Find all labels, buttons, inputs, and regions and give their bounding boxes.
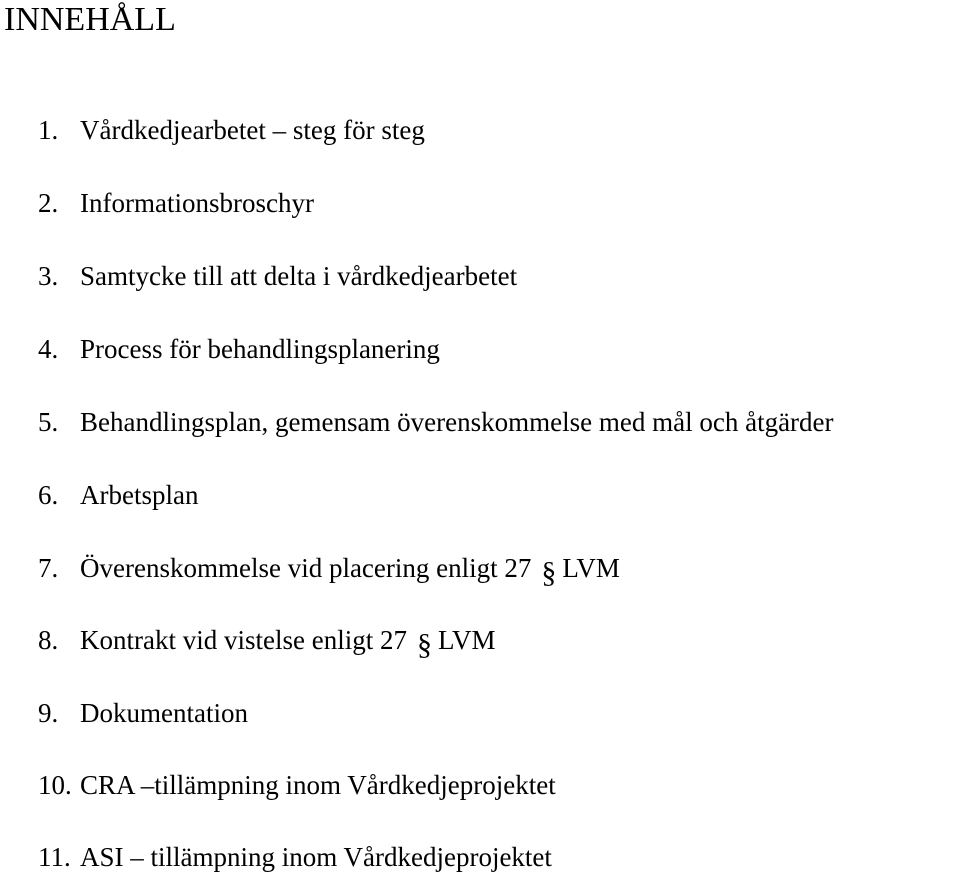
toc-item-number: 9.	[38, 698, 59, 728]
toc-item-text: Informationsbroschyr	[80, 188, 314, 218]
toc-item-text-after: LVM	[562, 553, 620, 583]
toc-item-number: 11.	[38, 842, 71, 872]
toc-item-text-before: Kontrakt vid vistelse enligt 27	[80, 625, 407, 655]
toc-item-text: CRA –tillämpning inom Vårdkedjeprojektet	[80, 770, 556, 800]
toc-item-number: 6.	[38, 480, 59, 510]
toc-item-text: Behandlingsplan, gemensam överenskommelse med mål och åtgärder	[80, 407, 834, 437]
section-symbol: §	[541, 556, 557, 589]
toc-item-text: Arbetsplan	[80, 480, 199, 510]
toc-item-text: Process för behandlingsplanering	[80, 334, 440, 364]
toc-item-number: 1.	[38, 115, 59, 145]
toc-item-text: Samtycke till att delta i vårdkedjearbetet	[80, 261, 518, 291]
page-title: INNEHÅLL	[4, 1, 176, 38]
toc-item-number: 3.	[38, 261, 59, 291]
toc-item-number: 8.	[38, 625, 59, 655]
toc-item-text: Vårdkedjearbetet – steg för steg	[80, 115, 425, 145]
toc-item-number: 7.	[38, 553, 59, 583]
toc-item-number: 10.	[38, 770, 72, 800]
toc-item-text-before: Överenskommelse vid placering enligt 27	[80, 553, 532, 583]
toc-item-text	[80, 622, 495, 663]
toc-item-text: Dokumentation	[80, 698, 248, 728]
section-symbol: §	[416, 628, 432, 661]
toc-item-text	[80, 550, 620, 591]
toc-item-number: 2.	[38, 188, 59, 218]
toc-item-text: ASI – tillämpning inom Vårdkedjeprojektet	[80, 842, 552, 872]
toc-item-number: 4.	[38, 334, 59, 364]
toc-item-text-after: LVM	[437, 625, 496, 655]
toc-item-number: 5.	[38, 407, 59, 437]
